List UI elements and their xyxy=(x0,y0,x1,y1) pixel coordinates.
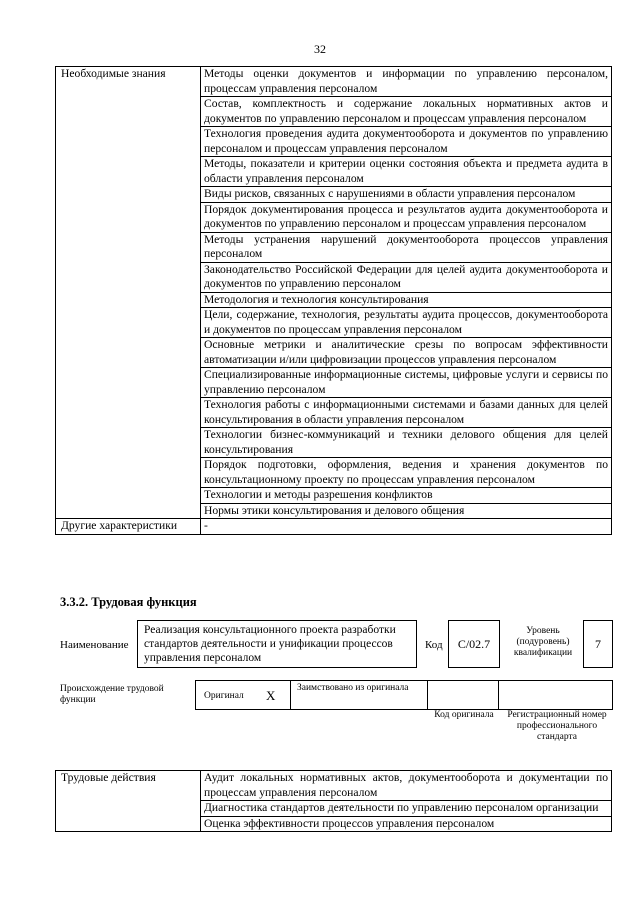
level-label: Уровень (подуровень) квалификации xyxy=(513,626,573,658)
other-label: Другие характеристики xyxy=(56,519,201,535)
knowledge-item: Порядок подготовки, оформления, ведения и хранения документов по консультационному проекту по процессам управления персоналом xyxy=(201,458,612,488)
action-item: Диагностика стандартов деятельности по управлению персоналом организации xyxy=(201,801,612,817)
knowledge-item: Методология и технология консультирования xyxy=(201,292,612,308)
reg-number-label: Регистрационный номер профессионального стандарта xyxy=(507,710,607,742)
original-cell xyxy=(195,680,291,710)
code-box xyxy=(448,620,500,668)
knowledge-item: Виды рисков, связанных с нарушениями в области управления персоналом xyxy=(201,187,612,203)
reg-number-cell xyxy=(498,680,613,710)
knowledge-table xyxy=(55,66,612,535)
level-box xyxy=(583,620,613,668)
actions-table xyxy=(55,770,612,832)
page-number: 32 xyxy=(314,42,326,56)
function-name-box xyxy=(137,620,417,668)
code-original-cell xyxy=(427,680,499,710)
level-value: 7 xyxy=(595,637,601,651)
knowledge-item: Цели, содержание, технология, результаты аудита процессов, документооборота и документов по процессам управления персоналом xyxy=(201,308,612,338)
code-label: Код xyxy=(425,639,443,651)
knowledge-item: Порядок документирования процесса и результатов аудита документооборота и документов по управлению персоналом и процессам управления персоналом xyxy=(201,202,612,232)
function-name-label: Наименование xyxy=(60,639,129,651)
original-mark: X xyxy=(266,688,276,703)
other-value: - xyxy=(201,519,612,535)
knowledge-item: Технология работы с информационными системами и базами данных для целей консультирования в области управления персоналом xyxy=(201,398,612,428)
other-row xyxy=(56,519,612,535)
borrowed-label: Заимствовано из оригинала xyxy=(297,683,409,693)
knowledge-item: Технология проведения аудита документооборота и документов по управлению персоналом и процессам управления персоналом xyxy=(201,127,612,157)
knowledge-item: Технологии бизнес-коммуникаций и техники делового общения для целей консультирования xyxy=(201,428,612,458)
code-original-label: Код оригинала xyxy=(434,710,494,720)
knowledge-item: Технологии и методы разрешения конфликтов xyxy=(201,488,612,504)
origin-label: Происхождение трудовой функции xyxy=(60,684,164,705)
knowledge-item: Законодательство Российской Федерации для целей аудита документооборота и документов по управлению персоналом xyxy=(201,262,612,292)
code-value: С/02.7 xyxy=(457,637,491,651)
knowledge-item: Основные метрики и аналитические срезы по вопросам эффективности автоматизации и/или цифровизации процессов управления персоналом xyxy=(201,338,612,368)
knowledge-item: Нормы этики консультирования и делового общения xyxy=(201,503,612,519)
section-title: 3.3.2. Трудовая функция xyxy=(60,595,197,609)
knowledge-item: Методы оценки документов и информации по управлению персоналом, процессам управления персоналом xyxy=(201,67,612,97)
original-label: Оригинал xyxy=(204,691,244,701)
action-item: Аудит локальных нормативных актов, документооборота и документации по процессам управления персоналом xyxy=(201,771,612,801)
actions-label: Трудовые действия xyxy=(56,771,201,832)
knowledge-item: Методы устранения нарушений документооборота процессов управления персоналом xyxy=(201,232,612,262)
knowledge-item: Специализированные информационные системы, цифровые услуги и сервисы по управлению персоналом xyxy=(201,368,612,398)
action-row xyxy=(56,771,612,801)
knowledge-item: Методы, показатели и критерии оценки состояния объекта и предмета аудита в области управления персоналом xyxy=(201,157,612,187)
action-item: Оценка эффективности процессов управления персоналом xyxy=(201,816,612,832)
knowledge-row xyxy=(56,67,612,97)
knowledge-item: Состав, комплектность и содержание локальных нормативных актов и документов по управлению персоналом и процессам управления персоналом xyxy=(201,97,612,127)
knowledge-label: Необходимые знания xyxy=(56,67,201,519)
function-name-value: Реализация консультационного проекта разработки стандартов деятельности и унификации процессов управления персоналом xyxy=(144,624,396,664)
borrowed-cell xyxy=(290,680,428,710)
